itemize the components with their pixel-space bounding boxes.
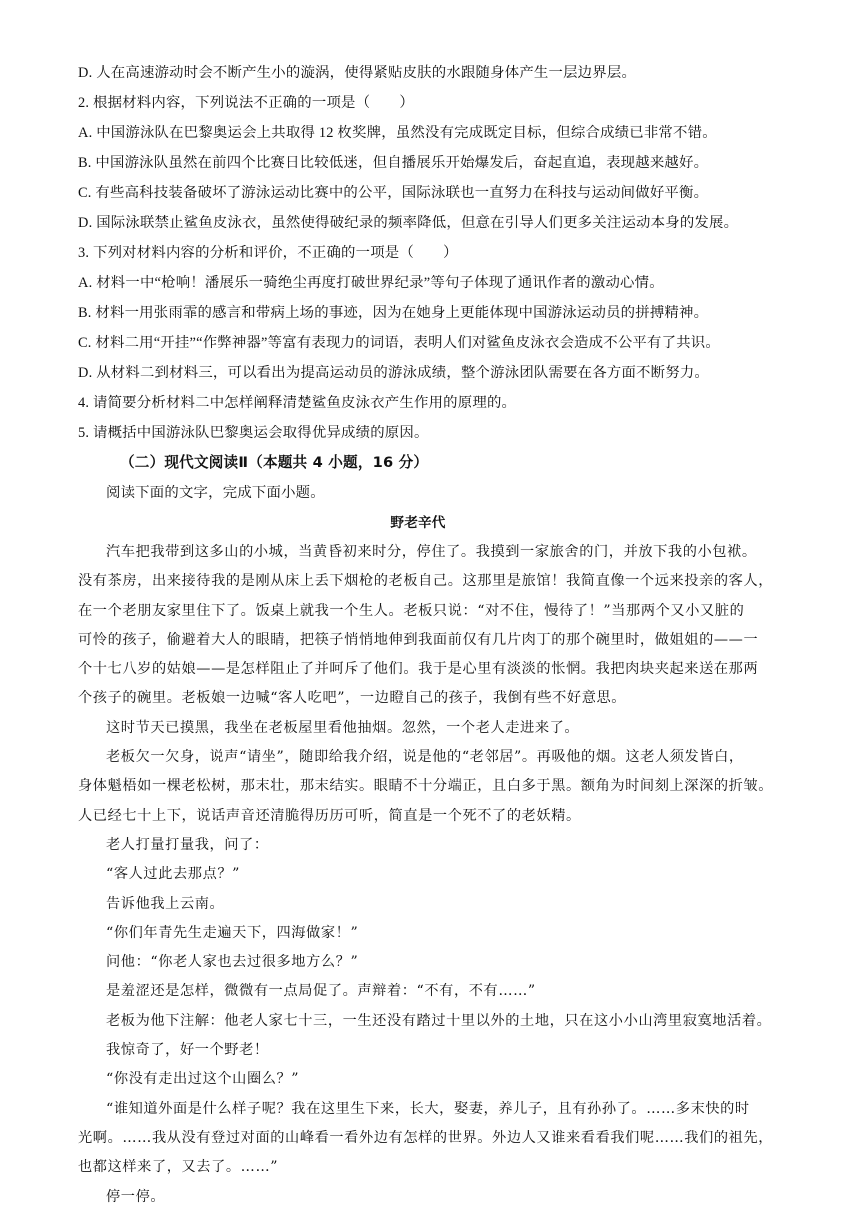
q2-option-a: A. 中国游泳队在巴黎奥运会上共取得 12 枚奖牌，虽然没有完成既定目标，但综合成绩已非常不错。 bbox=[78, 125, 717, 141]
q3-option-b: B. 材料一用张雨霏的感言和带病上场的事迹，因为在她身上更能体现中国游泳运动员的拼搏精神。 bbox=[78, 305, 709, 321]
story-line: 问他：“你老人家也去过很多地方么？” bbox=[106, 954, 359, 971]
story-line: 我惊奇了，好一个野老！ bbox=[106, 1042, 269, 1059]
q2-option-c: C. 有些高科技装备破坏了游泳运动比赛中的公平，国际泳联也一直努力在科技与运动间做好平衡。 bbox=[78, 185, 709, 201]
story-body bbox=[78, 538, 798, 1212]
q1-option-d: D. 人在高速游动时会不断产生小的漩涡，使得紧贴皮肤的水跟随身体产生一层边界层。 bbox=[78, 65, 637, 81]
story-line: 可怜的孩子，偷避着大人的眼睛，把筷子悄悄地伸到我面前仅有几片肉丁的那个碗里时，做姐姐的——一 bbox=[78, 631, 759, 648]
story-line: 光啊。……我从没有登过对面的山峰看一看外边有怎样的世界。外边人又谁来看看我们呢……我们的祖先， bbox=[78, 1129, 774, 1146]
story-line: 停一停。 bbox=[106, 1188, 166, 1205]
story-line: 也都这样来了，又去了。……” bbox=[78, 1159, 279, 1176]
q2-stem: 2. 根据材料内容，下列说法不正确的一项是（ ） bbox=[78, 95, 414, 111]
q3-option-d: D. 从材料二到材料三，可以看出为提高运动员的游泳成绩，整个游泳团队需要在各方面不断努力。 bbox=[78, 365, 709, 381]
section-instruction: 阅读下面的文字，完成下面小题。 bbox=[106, 485, 325, 501]
story-title: 野老辛代 bbox=[390, 515, 446, 531]
q5: 5. 请概括中国游泳队巴黎奥运会取得优异成绩的原因。 bbox=[78, 425, 429, 441]
story-line: 老板为他下注解：他老人家七十三，一生还没有踏过十里以外的土地，只在这小小山湾里寂寞地活着。 bbox=[106, 1012, 772, 1029]
document-page bbox=[78, 58, 798, 1212]
q4: 4. 请简要分析材料二中怎样阐释清楚鲨鱼皮泳衣产生作用的原理的。 bbox=[78, 395, 517, 411]
story-line: 是羞涩还是怎样，微微有一点局促了。声辩着：“不有，不有……” bbox=[106, 983, 536, 1000]
story-line: 个十七八岁的姑娘——是怎样阻止了并呵斥了他们。我于是心里有淡淡的怅惘。我把肉块夹起来送在那两 bbox=[78, 661, 759, 678]
story-line: 个孩子的碗里。老板娘一边喊“客人吃吧”，一边瞪自己的孩子，我倒有些不好意思。 bbox=[78, 690, 627, 707]
story-line: “你没有走出过这个山圈么？” bbox=[106, 1071, 300, 1088]
section-heading: （二）现代文阅读Ⅱ（本题共 4 小题，16 分） bbox=[120, 454, 429, 471]
story-line: 身体魁梧如一棵老松树，那末壮，那末结实。眼睛不十分端正，且白多于黑。额角为时间刻上深深的折皱。 bbox=[78, 778, 774, 795]
story-line: 老人打量打量我，问了： bbox=[106, 836, 269, 853]
story-line: 人已经七十上下，说话声音还清脆得历历可听，简直是一个死不了的老妖精。 bbox=[78, 807, 581, 824]
story-line: 这时节天已摸黑，我坐在老板屋里看他抽烟。忽然，一个老人走进来了。 bbox=[106, 719, 580, 736]
story-line: 告诉他我上云南。 bbox=[106, 895, 225, 912]
q3-stem: 3. 下列对材料内容的分析和评价，不正确的一项是（ ） bbox=[78, 245, 458, 261]
story-line: 在一个老朋友家里住下了。饭桌上就我一个生人。老板只说：“对不住，慢待了！”当那两个又小又脏的 bbox=[78, 602, 745, 619]
story-line: “谁知道外面是什么样子呢？我在这里生下来，长大，娶妻，养儿子，且有孙孙了。……多末快的时 bbox=[106, 1100, 750, 1117]
q3-option-a: A. 材料一中“枪响！潘展乐一骑绝尘再度打破世界纪录”等句子体现了通讯作者的激动心情。 bbox=[78, 275, 664, 291]
story-line: 汽车把我带到这多山的小城，当黄昏初来时分，停住了。我摸到一家旅舍的门，并放下我的小包袱。 bbox=[106, 544, 757, 560]
story-line: 没有茶房，出来接待我的是刚从床上丢下烟枪的老板自己。这那里是旅馆！我简直像一个远来投亲的客人， bbox=[78, 573, 774, 590]
q2-option-d: D. 国际泳联禁止鲨鱼皮泳衣，虽然使得破纪录的频率降低，但意在引导人们更多关注运动本身的发展。 bbox=[78, 215, 739, 231]
q3-option-c: C. 材料二用“开挂”“作弊神器”等富有表现力的词语，表明人们对鲨鱼皮泳衣会造成不公平有了共识。 bbox=[78, 335, 720, 351]
q2-option-b: B. 中国游泳队虽然在前四个比赛日比较低迷，但自播展乐开始爆发后，奋起直追，表现越来越好。 bbox=[78, 155, 709, 171]
story-line: “你们年青先生走遍天下，四海做家！” bbox=[106, 924, 359, 941]
story-line: “客人过此去那点？” bbox=[106, 866, 241, 883]
story-line: 老板欠一欠身，说声“请坐”，随即给我介绍，说是他的“老邻居”。再吸他的烟。这老人须发皆白， bbox=[106, 749, 744, 766]
